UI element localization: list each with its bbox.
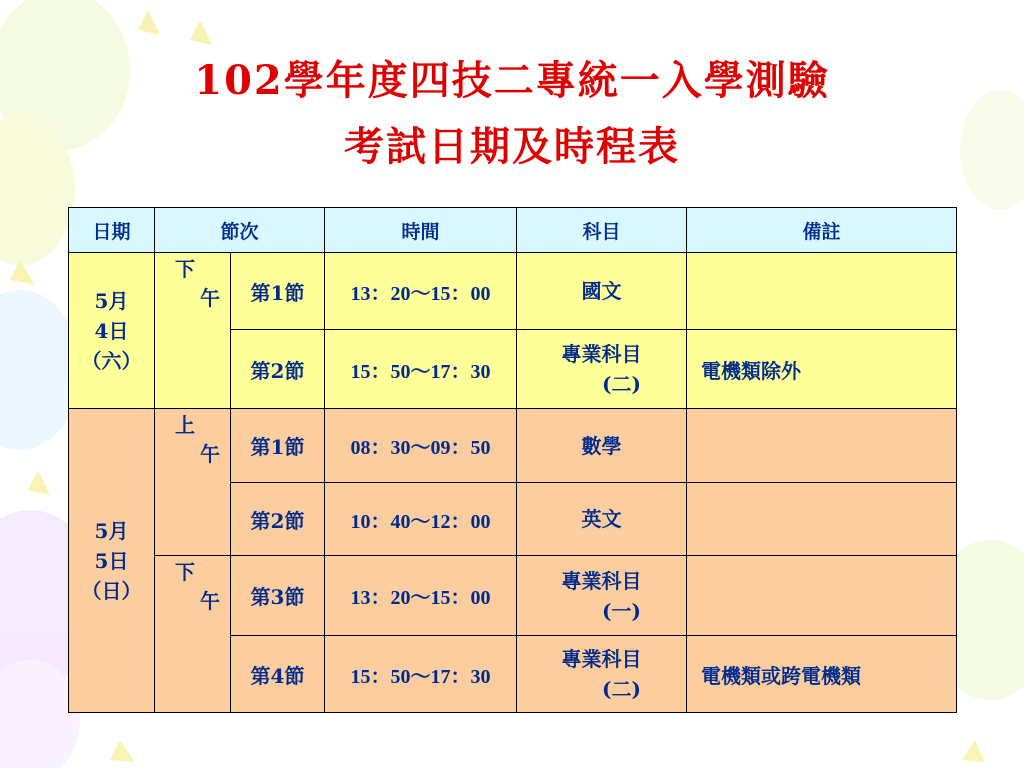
subject-cell xyxy=(517,483,687,556)
subject-line: 專業科目 xyxy=(561,568,642,593)
session-cell: 第4節 xyxy=(231,636,325,713)
subject-cell xyxy=(517,253,687,330)
date-line: 5月 xyxy=(94,288,129,313)
subject-cell xyxy=(517,409,687,483)
page-title xyxy=(0,48,1024,180)
period-cell-afternoon xyxy=(155,556,231,713)
note-cell xyxy=(687,409,957,483)
subject-line: (一) xyxy=(602,598,641,623)
date-line: （六） xyxy=(81,348,142,373)
table-row xyxy=(69,556,957,636)
subject-cell xyxy=(517,636,687,713)
table-row xyxy=(69,253,957,330)
session-cell: 第1節 xyxy=(231,253,325,330)
title-line-1: 102學年度四技二專統一入學測驗 xyxy=(194,57,830,104)
note-cell: 電機類除外 xyxy=(687,330,957,409)
note-cell xyxy=(687,483,957,556)
period-cell-morning xyxy=(155,409,231,556)
period-char: 下 xyxy=(175,257,195,281)
date-line: （日） xyxy=(81,578,142,603)
subject-line: 數學 xyxy=(581,433,622,458)
subject-line: (二) xyxy=(602,677,641,701)
time-cell: 10：40～12：00 xyxy=(325,483,517,556)
subject-line: 專業科目 xyxy=(561,647,642,671)
period-char: 午 xyxy=(200,442,220,466)
subject-line: 英文 xyxy=(581,507,622,531)
title-line-2: 考試日期及時程表 xyxy=(344,123,680,170)
note-cell: 電機類或跨電機類 xyxy=(687,636,957,713)
table-row xyxy=(69,409,957,483)
session-cell: 第2節 xyxy=(231,483,325,556)
time-cell: 13：20～15：00 xyxy=(325,556,517,636)
session-cell: 第1節 xyxy=(231,409,325,483)
header-subject: 科目 xyxy=(517,208,687,253)
header-date: 日期 xyxy=(69,208,155,253)
period-char: 午 xyxy=(200,286,220,310)
subject-cell xyxy=(517,330,687,409)
subject-line: 專業科目 xyxy=(561,342,642,366)
time-cell: 08：30～09：50 xyxy=(325,409,517,483)
session-cell: 第2節 xyxy=(231,330,325,409)
exam-schedule-table xyxy=(68,207,957,713)
period-char: 下 xyxy=(175,560,195,584)
period-char: 上 xyxy=(175,413,195,437)
date-line: 5月 xyxy=(94,518,129,543)
header-session: 節次 xyxy=(155,208,325,253)
period-char: 午 xyxy=(200,589,220,613)
header-time: 時間 xyxy=(325,208,517,253)
table-header-row xyxy=(69,208,957,253)
date-line: 5日 xyxy=(94,548,129,573)
subject-line: (二) xyxy=(602,372,641,396)
session-cell: 第3節 xyxy=(231,556,325,636)
date-cell-day1 xyxy=(69,253,155,409)
time-cell: 15：50～17：30 xyxy=(325,330,517,409)
time-cell: 15：50～17：30 xyxy=(325,636,517,713)
subject-cell xyxy=(517,556,687,636)
date-cell-day2 xyxy=(69,409,155,713)
note-cell xyxy=(687,556,957,636)
header-note: 備註 xyxy=(687,208,957,253)
note-cell xyxy=(687,253,957,330)
period-cell-afternoon xyxy=(155,253,231,409)
time-cell: 13：20～15：00 xyxy=(325,253,517,330)
date-line: 4日 xyxy=(94,318,129,343)
subject-line: 國文 xyxy=(581,279,622,303)
